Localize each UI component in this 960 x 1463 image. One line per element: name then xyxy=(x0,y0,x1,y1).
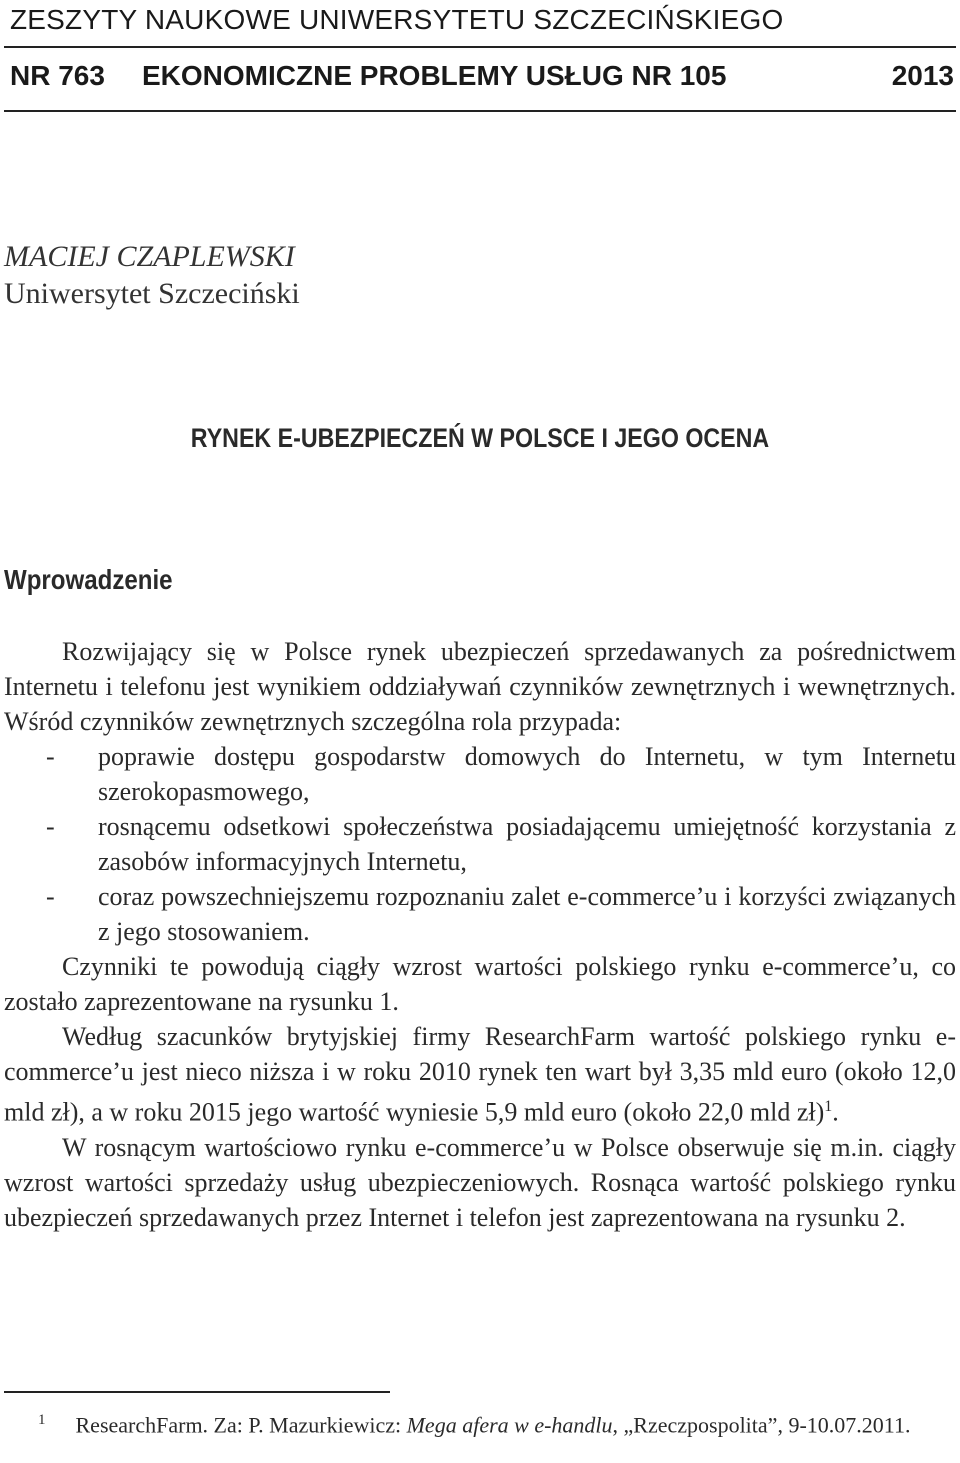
bullet-item xyxy=(4,879,956,949)
footnote xyxy=(4,1405,956,1440)
journal-series-line xyxy=(10,60,956,94)
header-rule-top xyxy=(4,46,956,48)
paragraph-2: Czynniki te powodują ciągły wzrost wartości polskiego rynku e-commerce’u, co zostało zaprezentowane na rysunku 1. xyxy=(4,952,956,1016)
footnote-number: 1 xyxy=(38,1412,46,1428)
bullet-item xyxy=(4,739,956,809)
author-name: MACIEJ CZAPLEWSKI xyxy=(4,240,295,273)
paragraph-3 xyxy=(4,1019,956,1130)
bullet-dash: - xyxy=(46,742,55,771)
footnote-separator xyxy=(4,1391,390,1393)
paragraph-3-text: Według szacunków brytyjskiej firmy ResearchFarm wartość polskiego rynku e-commerce’u jest nieco niższa i w roku 2010 rynek ten wart był 3,35 mld euro (około 12,0 mld zł), a w roku 2015 jego wartość wyniesie 5,9 mld euro (około 22,0 mld zł) xyxy=(4,1022,956,1127)
intro-block xyxy=(4,634,956,1235)
author-affiliation: Uniwersytet Szczeciński xyxy=(4,277,300,310)
bullet-text: coraz powszechniejszemu rozpoznaniu zalet e-commerce’u i korzyści związanych z jego stosowaniem. xyxy=(98,882,956,946)
section-heading: Wprowadzenie xyxy=(4,564,173,595)
article-title: RYNEK E-UBEZPIECZEŃ W POLSCE I JEGO OCENA xyxy=(190,423,770,453)
paragraph-3-end: . xyxy=(832,1097,839,1127)
paragraph-1: Rozwijający się w Polsce rynek ubezpieczeń sprzedawanych za pośrednictwem Internetu i telefonu jest wynikiem oddziaływań czynników zewnętrznych i wewnętrznych. Wśród czynników zewnętrznych szczególna rola przypada: xyxy=(4,637,956,736)
footnote-title: Mega afera w e-handlu xyxy=(406,1412,613,1438)
journal-title: ZESZYTY NAUKOWE UNIWERSYTETU SZCZECIŃSKIEGO xyxy=(10,4,784,35)
issue-year: 2013 xyxy=(891,60,954,91)
footnote-text-b: , „Rzeczpospolita”, 9-10.07.2011. xyxy=(612,1412,911,1438)
footnote-reference: 1 xyxy=(824,1098,833,1115)
header-rule-bottom xyxy=(4,110,956,112)
bullet-dash: - xyxy=(46,882,55,911)
bullet-dash: - xyxy=(46,812,55,841)
footnote-text-a: ResearchFarm. Za: P. Mazurkiewicz: xyxy=(75,1412,407,1438)
paragraph-4: W rosnącym wartościowo rynku e-commerce’u w Polsce obserwuje się m.in. ciągły wzrost wartości sprzedaży usług ubezpieczeniowych. Rosnąca wartość polskiego rynku ubezpieczeń sprzedawanych przez Internet i telefon jest zaprezentowana na rysunku 2. xyxy=(4,1132,956,1232)
bullet-text: rosnącemu odsetkowi społeczeństwa posiadającemu umiejętność korzystania z zasobów informacyjnych Internetu, xyxy=(98,812,956,876)
issue-number: NR 763 xyxy=(10,60,105,91)
bullet-item xyxy=(4,809,956,879)
series-title: EKONOMICZNE PROBLEMY USŁUG NR 105 xyxy=(142,60,727,91)
bullet-text: poprawie dostępu gospodarstw domowych do Internetu, w tym Internetu szerokopasmowego, xyxy=(98,742,956,806)
